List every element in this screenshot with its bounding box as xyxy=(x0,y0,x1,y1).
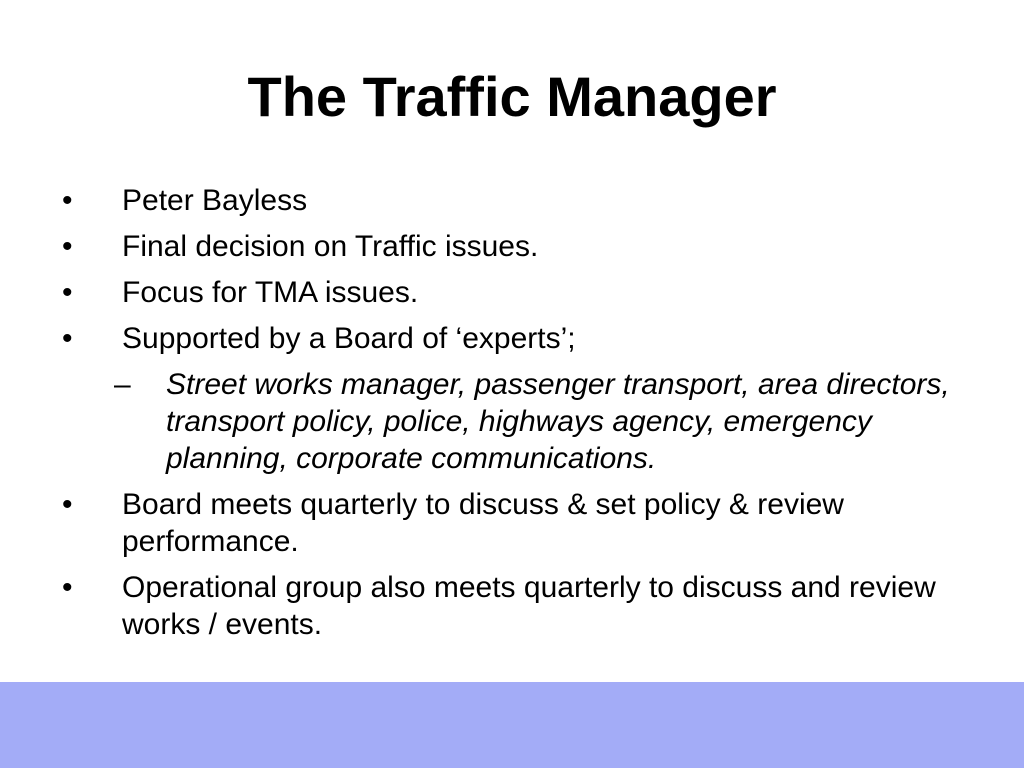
list-item-text: Peter Bayless xyxy=(122,184,308,217)
list-item xyxy=(0,182,1024,219)
bullet-marker: • xyxy=(62,230,73,263)
list-item-text: Final decision on Traffic issues. xyxy=(122,230,539,263)
list-item xyxy=(0,228,1024,265)
list-item-text: Supported by a Board of ‘experts’; xyxy=(122,322,576,355)
sub-list-item xyxy=(0,366,1024,477)
list-item-text: Board meets quarterly to discuss & set policy & review performance. xyxy=(122,488,844,558)
bullet-marker: • xyxy=(62,488,73,521)
bullet-marker: • xyxy=(62,322,73,355)
list-item xyxy=(0,486,1024,560)
list-item-text: Operational group also meets quarterly to discuss and review works / events. xyxy=(122,571,936,641)
list-item xyxy=(0,274,1024,311)
bullet-marker: • xyxy=(62,571,73,604)
bullet-list xyxy=(0,182,1024,652)
list-item xyxy=(0,320,1024,357)
footer-band xyxy=(0,682,1024,768)
dash-marker: – xyxy=(114,368,131,401)
bullet-marker: • xyxy=(62,276,73,309)
list-item xyxy=(0,569,1024,643)
sub-list-item-text: Street works manager, passenger transport, area directors, transport policy, police, highways agency, emergency planning, corporate communications. xyxy=(166,368,950,475)
bullet-marker: • xyxy=(62,184,73,217)
list-item-text: Focus for TMA issues. xyxy=(122,276,419,309)
slide-title: The Traffic Manager xyxy=(247,65,777,128)
